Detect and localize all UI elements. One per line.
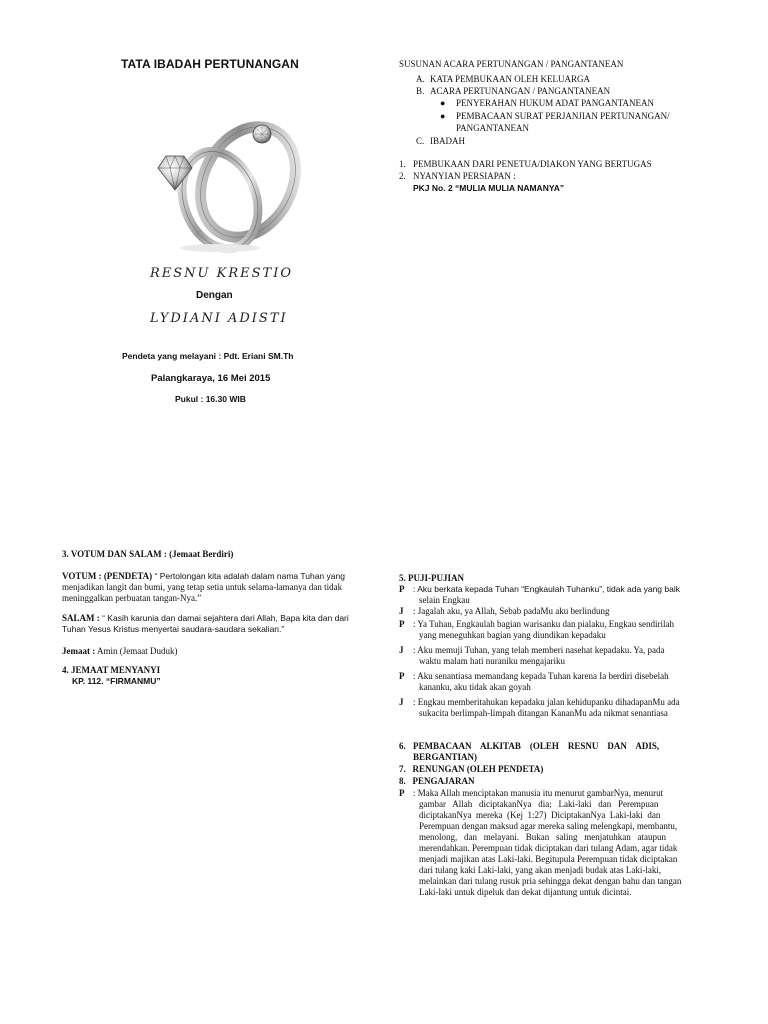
agenda-section <box>399 59 719 195</box>
place-date-text: Palangkaraya, 16 Mei 2015 <box>151 373 271 384</box>
agenda-sub-item: ● PEMBACAAN SURAT PERJANJIAN PERTUNANGAN/ <box>440 111 670 121</box>
teaching-line: dari tulang kaki Laki-laki, yang akan menjadi budak atas Laki-laki, <box>419 865 662 875</box>
agenda-heading: SUSUNAN ACARA PERTUNANGAN / PANGANTANEAN <box>399 59 624 69</box>
teaching-line: : Maka Allah menciptakan manusia itu menurut gambarNya, menurut <box>413 788 664 798</box>
agenda-step: 1. PEMBUKAAN DARI PENETUA/DIAKON YANG BERTUGAS <box>399 159 652 169</box>
votum-section <box>62 549 372 687</box>
small-diamond-icon <box>253 125 271 143</box>
praise-line: J : Jagalah aku, ya Allah, Sebab padaMu aku berlindung <box>399 606 610 616</box>
salam-line: SALAM : “ Kasih karunia dan damai sejahtera dari Allah, Bapa kita dan dari <box>62 613 349 623</box>
bride-name: LYDIANI ADISTI <box>150 311 288 326</box>
teaching-line: gambar Allah diciptakanNya dia; Laki-laki dan Perempuan <box>419 799 659 809</box>
diamond-icon <box>158 156 192 190</box>
votum-line: VOTUM : (PENDETA) “ Pertolongan kita adalah dalam nama Tuhan yang <box>62 571 345 581</box>
praise-line: P : Aku berkata kepada Tuhan “Engkaulah Tuhanku”, tidak ada yang baik selain Engkau <box>399 584 680 605</box>
praise-line: P : Aku senantiasa memandang kepada Tuhan karena Ia berdiri disebelah kananku, aku tidak akan goyah <box>399 671 669 692</box>
agenda-item: A. KATA PEMBUKAAN OLEH KELUARGA <box>416 74 591 84</box>
agenda-step: 2. NYANYIAN PERSIAPAN : <box>399 171 516 181</box>
teaching-line: Laki-laki untuk dipeluk dan dekat dijantung untuk dicintai. <box>419 887 632 897</box>
pastor-text: Pendeta yang melayani : Pdt. Eriani SM.Th <box>122 351 294 361</box>
praise-line: J : Aku memuji Tuhan, yang telah memberi nasehat kepadaku. Ya, pada waktu malam hati nuraniku mengajariku <box>399 645 665 666</box>
reading-section <box>399 741 711 908</box>
teaching-line: menjadi majikan atas Laki-laki. Begitupula Perempuan tidak diciptakan <box>419 854 678 864</box>
bullet-icon: ● <box>440 98 446 108</box>
votum-line: menjadikan langit dan bumi, yang tetap setia untuk selama-lamanya dan tidak <box>62 582 343 592</box>
wedding-rings-image <box>150 100 310 260</box>
reading-heading: 6. PEMBACAAN ALKITAB (OLEH RESNU DAN ADIS, <box>399 741 660 751</box>
teaching-line: melainkan dari tulang rusuk pria sehingga dekat dengan bahu dan tangan <box>419 876 682 886</box>
teaching-line: diciptakanNya mereka (Kej 1:27) DiciptakanNya Laki-laki dan <box>419 810 661 820</box>
reading-heading-cont: BERGANTIAN) <box>413 752 478 762</box>
sing-heading: 4. JEMAAT MENYANYI <box>62 665 161 675</box>
praise-line: P : Ya Tuhan, Engkaulah bagian warisanku dan pialaku, Engkau sendirilah yang meneguhkan bagian yang diundikan kepadaku <box>399 619 674 640</box>
bullet-icon: ● <box>440 111 446 121</box>
agenda-sub-item: ● PENYERAHAN HUKUM ADAT PANGANTANEAN <box>440 98 655 108</box>
conjunction-text: Dengan <box>196 290 233 301</box>
cover-title: TATA IBADAH PERTUNANGAN <box>121 57 299 71</box>
sermon-heading: 7. RENUNGAN (OLEH PENDETA) <box>399 764 544 774</box>
votum-heading: 3. VOTUM DAN SALAM : (Jemaat Berdiri) <box>62 549 234 559</box>
praise-heading: 5. PUJI-PUJIAN <box>399 573 464 583</box>
time-text: Pukul : 16.30 WIB <box>175 394 246 404</box>
agenda-item: C. IBADAH <box>416 136 465 146</box>
teaching-line: merendahkan. Perempuan tidak diciptakan dari tulang Adam, agar tidak <box>419 843 678 853</box>
praise-section <box>399 573 711 723</box>
sing-song: KP. 112. “FIRMANMU” <box>72 676 161 686</box>
praise-line: J : Engkau memberitahukan kepadaku jalan kehidupanku dihadapanMu ada sukacita berlimpah-limpah ditangan KananMu ada nikmat senantiasa <box>399 697 680 718</box>
teaching-line: Perempuan dengan maksud agar mereka saling melengkapi, membantu, <box>419 821 678 831</box>
votum-line: meninggalkan perbuatan tangan-Nya.” <box>62 593 202 603</box>
agenda-sub-item-cont: PANGANTANEAN <box>456 123 529 133</box>
teaching-line: menolong, dan melayani. Bukan saling menjatuhkan ataupun <box>419 832 666 842</box>
groom-name: RESNU KRESTIO <box>150 266 294 281</box>
agenda-item: B. ACARA PERTUNANGAN / PANGANTANEAN <box>416 86 611 96</box>
salam-line: Tuhan Yesus Kristus menyertai saudara-saudara sekalian.” <box>62 624 285 634</box>
song-title: PKJ No. 2 “MULIA MULIA NAMANYA” <box>413 183 565 193</box>
teaching-paragraph: P : Maka Allah menciptakan manusia itu menurut gambarNya, menurut gambar Allah diciptakanNya dia; Laki-laki dan Perempuan diciptakanNya mereka (Kej 1:27) DiciptakanNya Laki-laki dan Perempuan dengan maksud agar mereka saling melengkapi, membantu, menolong, dan melayani. Bukan saling menjatuhkan ataupun merendahkan. Perempuan tidak diciptakan dari tulang Adam, agar tidak menjadi majikan atas Laki-laki. Begitupula Perempuan tidak diciptakan dari tulang kaki Laki-laki, yang akan menjadi budak atas Laki-laki, melainkan dari tulang rusuk pria sehingga dekat dengan bahu dan tangan Laki-laki untuk dipeluk dan dekat dijantung untuk dicintai. <box>399 788 711 908</box>
teaching-heading: 8. PENGAJARAN <box>399 776 475 786</box>
jemaat-line: Jemaat : Amin (Jemaat Duduk) <box>62 646 178 656</box>
